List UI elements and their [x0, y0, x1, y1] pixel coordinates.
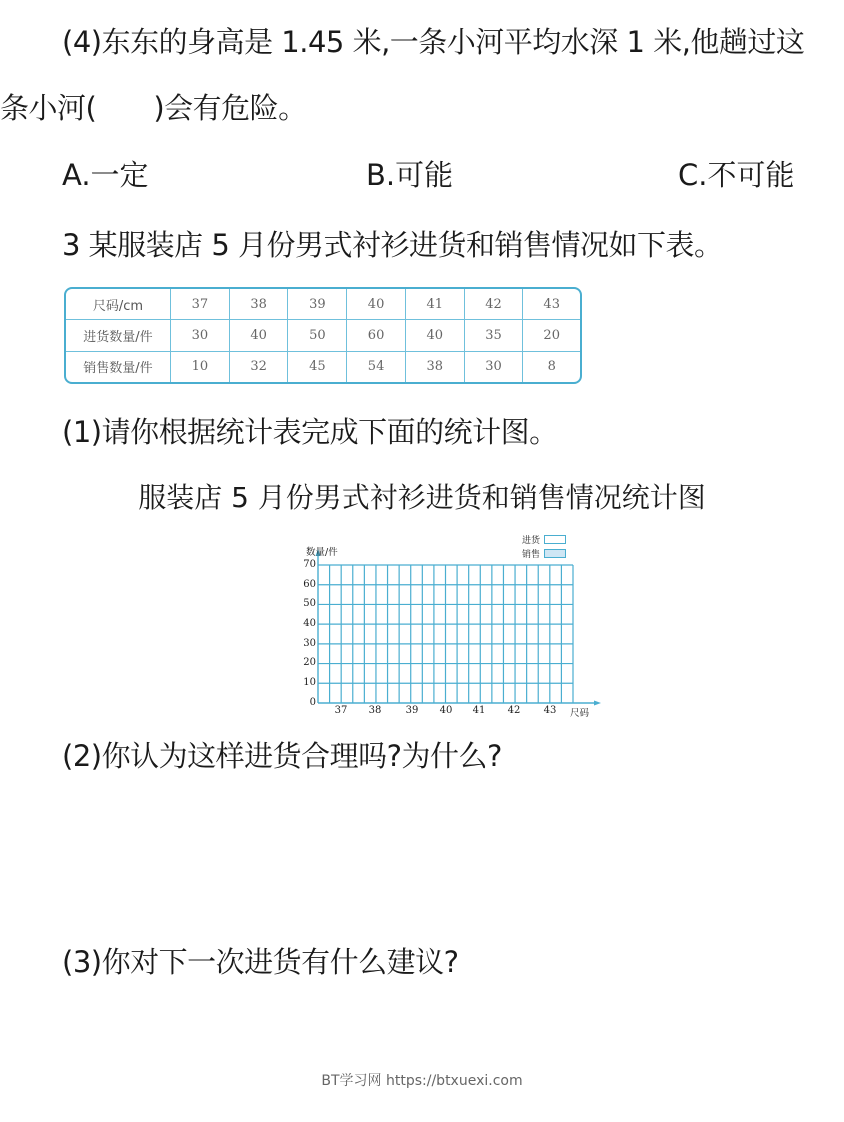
question4-line2: 条小河( )会有危险。 — [0, 91, 307, 125]
x-axis-title: 尺码 — [570, 708, 590, 719]
table-cell: 50 — [288, 320, 347, 352]
x-tick: 39 — [405, 705, 419, 716]
table-cell: 40 — [229, 320, 288, 352]
table-cell: 45 — [288, 351, 347, 382]
table-row-header: 销售数量/件 — [66, 351, 171, 382]
table-cell: 30 — [171, 320, 230, 352]
y-tick: 40 — [303, 618, 316, 629]
legend-label: 进货 — [522, 536, 541, 546]
footer-watermark: BT学习网 https://btxuexi.com — [321, 1073, 523, 1089]
legend-sales — [522, 547, 566, 560]
y-tick: 30 — [303, 638, 316, 649]
table-cell: 8 — [523, 351, 580, 382]
table-cell: 54 — [347, 351, 406, 382]
x-tick: 37 — [334, 705, 348, 716]
x-tick: 40 — [439, 705, 453, 716]
problem3-intro: 3 某服装店 5 月份男式衬衫进货和销售情况如下表。 — [62, 228, 723, 262]
option-b[interactable]: B.可能 — [366, 158, 454, 192]
table-cell: 37 — [171, 289, 230, 320]
table-cell: 43 — [523, 289, 580, 320]
x-tick: 41 — [472, 705, 486, 716]
option-c[interactable]: C.不可能 — [678, 158, 795, 192]
chart-title: 服装店 5 月份男式衬衫进货和销售情况统计图 — [138, 481, 706, 514]
y-tick: 10 — [303, 677, 316, 688]
table-cell: 38 — [229, 289, 288, 320]
stats-table — [64, 287, 582, 384]
legend-swatch-purchase — [544, 535, 566, 544]
table-row-purchase — [66, 320, 580, 352]
table-cell: 60 — [347, 320, 406, 352]
table-cell: 41 — [405, 289, 464, 320]
question4-line1: (4)东东的身高是 1.45 米,一条小河平均水深 1 米,他趟过这 — [62, 25, 805, 59]
sub-question-2: (2)你认为这样进货合理吗?为什么? — [62, 739, 502, 773]
y-axis-title: 数量/件 — [306, 547, 338, 558]
x-tick: 42 — [507, 705, 521, 716]
table-cell: 35 — [464, 320, 523, 352]
y-tick: 20 — [303, 657, 316, 668]
x-tick: 43 — [543, 705, 557, 716]
table-cell: 10 — [171, 351, 230, 382]
table-cell: 40 — [347, 289, 406, 320]
x-tick: 38 — [368, 705, 382, 716]
table-cell: 32 — [229, 351, 288, 382]
table-cell: 38 — [405, 351, 464, 382]
y-tick: 0 — [309, 697, 316, 708]
sub-question-3: (3)你对下一次进货有什么建议? — [62, 945, 459, 979]
table-row-sales — [66, 351, 580, 382]
y-tick: 60 — [303, 579, 316, 590]
legend-label: 销售 — [522, 550, 541, 560]
bar-chart-grid[interactable] — [290, 530, 610, 720]
table-row-size — [66, 289, 580, 320]
y-tick: 50 — [303, 598, 316, 609]
table-row-header: 进货数量/件 — [66, 320, 171, 352]
sub-question-1: (1)请你根据统计表完成下面的统计图。 — [62, 415, 558, 449]
table-cell: 30 — [464, 351, 523, 382]
legend-purchase — [522, 533, 566, 546]
table-cell: 39 — [288, 289, 347, 320]
option-a[interactable]: A.一定 — [62, 158, 149, 192]
y-tick: 70 — [303, 559, 316, 570]
legend-swatch-sales — [544, 549, 566, 558]
table-cell: 42 — [464, 289, 523, 320]
table-cell: 20 — [523, 320, 580, 352]
table-cell: 40 — [405, 320, 464, 352]
table-row-header: 尺码/cm — [66, 289, 171, 320]
